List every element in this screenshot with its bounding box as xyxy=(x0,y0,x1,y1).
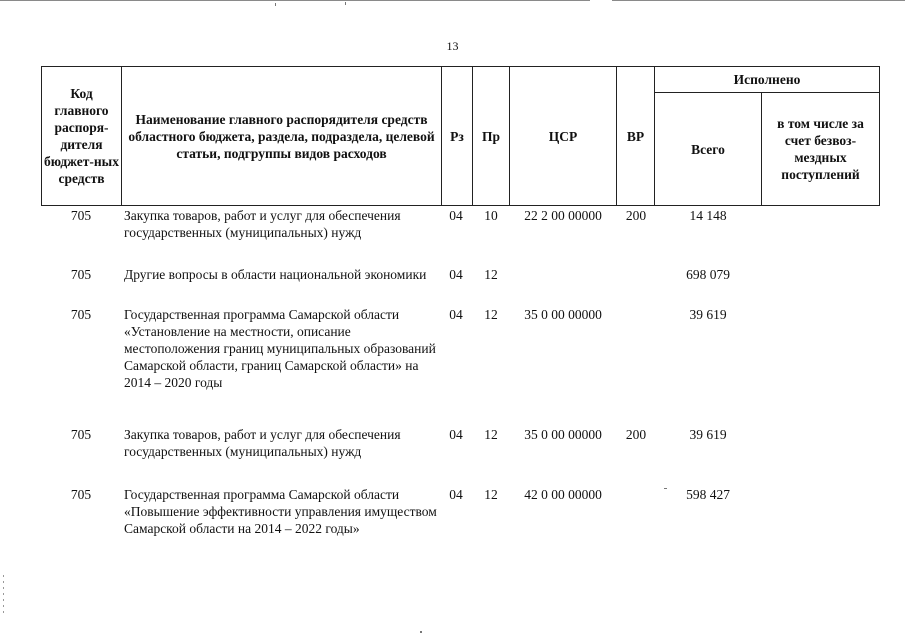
cell-vsego: 698 079 xyxy=(686,267,730,282)
page-number: 13 xyxy=(446,39,459,53)
header-rz: Рз xyxy=(442,67,473,206)
cell-vr: 200 xyxy=(625,427,647,442)
scan-speck xyxy=(420,631,422,633)
cell-name: Государственная программа Самарской области «Повышение эффективности управления имуществом Самарской области на 2014 – 2022 годы» xyxy=(124,487,437,536)
cell-kod: 705 xyxy=(70,208,92,223)
cell-kod: 705 xyxy=(70,307,92,322)
cell-rz: 04 xyxy=(449,487,463,502)
header-vr: ВР xyxy=(617,67,655,206)
scan-edge-line-left xyxy=(0,0,590,1)
header-vsego: Всего xyxy=(655,93,762,206)
cell-rz: 04 xyxy=(449,208,463,223)
cell-name: Закупка товаров, работ и услуг для обеспечения государственных (муниципальных) нужд xyxy=(124,208,401,240)
cell-name: Другие вопросы в области национальной экономики xyxy=(124,267,427,282)
cell-vsego: 14 148 xyxy=(689,208,727,223)
scan-speck xyxy=(345,2,346,5)
scan-speck xyxy=(664,488,667,489)
cell-name: Закупка товаров, работ и услуг для обеспечения государственных (муниципальных) нужд xyxy=(124,427,401,459)
cell-pr: 12 xyxy=(484,267,498,282)
cell-pr: 12 xyxy=(484,307,498,322)
scan-edge-dots xyxy=(3,575,4,615)
cell-name: Государственная программа Самарской области «Установление на местности, описание местоположения границ муниципальных образований Самарской области, границ Самарской области» на 2014 – 2020 годы xyxy=(124,307,436,390)
table-header xyxy=(41,66,880,206)
header-pr: Пр xyxy=(473,67,510,206)
cell-csr: 22 2 00 00000 xyxy=(524,208,602,223)
scan-speck xyxy=(275,3,276,6)
cell-rz: 04 xyxy=(449,307,463,322)
header-bezvozmezd: в том числе за счет безвоз-мездных поступлений xyxy=(762,93,880,206)
cell-pr: 12 xyxy=(484,427,498,442)
header-ispolneno: Исполнено xyxy=(655,67,880,93)
cell-kod: 705 xyxy=(70,267,92,282)
cell-vsego: 598 427 xyxy=(686,487,730,502)
cell-kod: 705 xyxy=(70,427,92,442)
scan-edge-line-right xyxy=(612,0,905,1)
cell-vr: 200 xyxy=(625,208,647,223)
cell-vsego: 39 619 xyxy=(689,307,727,322)
cell-kod: 705 xyxy=(70,487,92,502)
header-kod: Код главного распоря-дителя бюджет-ных средств xyxy=(42,67,122,206)
cell-csr: 35 0 00 00000 xyxy=(524,427,602,442)
cell-pr: 10 xyxy=(484,208,498,223)
cell-pr: 12 xyxy=(484,487,498,502)
cell-rz: 04 xyxy=(449,427,463,442)
cell-rz: 04 xyxy=(449,267,463,282)
header-naimenovanie: Наименование главного распорядителя средств областного бюджета, раздела, подраздела, целевой статьи, подгруппы видов расходов xyxy=(122,67,442,206)
header-csr: ЦСР xyxy=(510,67,617,206)
cell-csr: 35 0 00 00000 xyxy=(524,307,602,322)
cell-vsego: 39 619 xyxy=(689,427,727,442)
cell-csr: 42 0 00 00000 xyxy=(524,487,602,502)
